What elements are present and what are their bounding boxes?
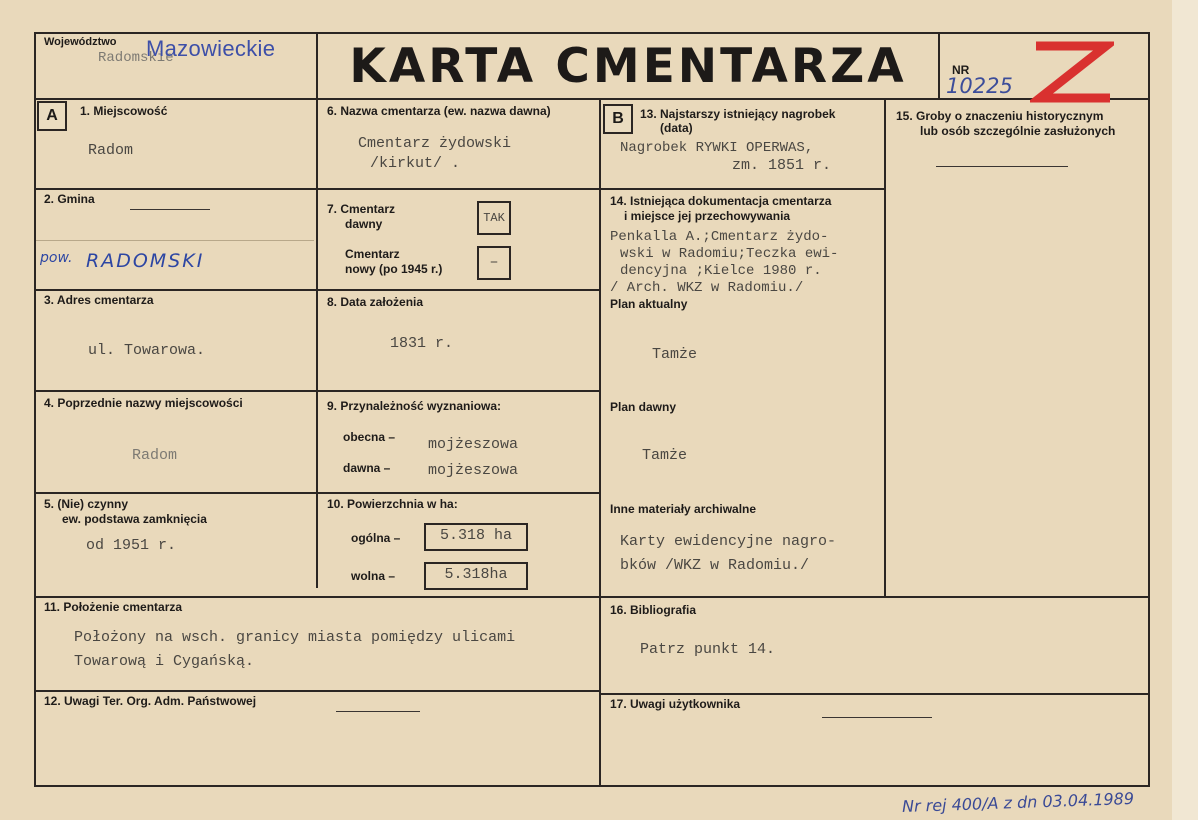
field-13-value-1: Nagrobek RYWKI OPERWAS,: [620, 140, 814, 156]
field-12-label: 12. Uwagi Ter. Org. Adm. Państwowej: [44, 694, 257, 708]
field-16-label: 16. Bibliografia: [610, 603, 697, 617]
field-9-dawna-label: dawna –: [343, 461, 391, 475]
frame-top: [34, 32, 1150, 34]
field-14-value-1: Penkalla A.;Cmentarz żydo-: [610, 229, 829, 245]
field-1-label: 1. Miejscowość: [80, 104, 168, 118]
field-15-label-1: 15. Groby o znaczeniu historycznym: [896, 109, 1104, 123]
field-2-label: 2. Gmina: [44, 192, 95, 206]
field-2-rule: [36, 240, 314, 241]
field-7-nowy-label-1: Cmentarz: [345, 247, 400, 261]
header-divider: [34, 98, 1150, 100]
field-10-ogolna-label: ogólna –: [351, 531, 401, 545]
field-8-value: 1831 r.: [390, 335, 454, 352]
plan-dawny-label: Plan dawny: [610, 400, 677, 414]
wojewodztwo-typed: Radomskie: [98, 50, 174, 66]
field-15-label-2: lub osób szczególnie zasłużonych: [920, 124, 1116, 138]
plan-aktualny-label: Plan aktualny: [610, 297, 688, 311]
row-line-5: [34, 596, 1150, 598]
field-17-blank-line: [822, 717, 932, 718]
field-4-label: 4. Poprzednie nazwy miejscowości: [44, 396, 243, 410]
field-7-dawny-box: TAK: [477, 201, 511, 235]
field-14-value-3: dencyjna ;Kielce 1980 r.: [620, 263, 822, 279]
field-3-label: 3. Adres cmentarza: [44, 293, 154, 307]
inne-materialy-label: Inne materiały archiwalne: [610, 502, 757, 516]
category-stamp: [1030, 36, 1114, 108]
field-7-label-2: dawny: [345, 217, 383, 231]
field-14-value-4: / Arch. WKZ w Radomiu./: [610, 280, 804, 296]
row-line-b2: [599, 693, 1150, 695]
row-line-b1: [599, 188, 886, 190]
row-line-4: [34, 492, 601, 494]
field-5-label-1: 5. (Nie) czynny: [44, 497, 129, 511]
field-17-label: 17. Uwagi użytkownika: [610, 697, 741, 711]
field-5-value: od 1951 r.: [86, 537, 177, 554]
field-3-value: ul. Towarowa.: [88, 342, 206, 359]
field-11-value-2: Towarową i Cygańską.: [74, 653, 255, 670]
field-16-value: Patrz punkt 14.: [640, 641, 776, 658]
nr-value: 10225: [946, 74, 1013, 98]
wojewodztwo-stamp: Mazowieckie: [146, 36, 276, 61]
field-12-blank-line: [336, 711, 420, 712]
field-7-nowy-label-2: nowy (po 1945 r.): [345, 262, 443, 276]
z-stamp-icon: [1030, 36, 1114, 108]
field-14-value-2: wski w Radomiu;Teczka ewi-: [620, 246, 839, 262]
plan-aktualny-value: Tamże: [652, 346, 698, 363]
field-9-obecna-value: mojżeszowa: [428, 436, 519, 453]
field-15-blank-line: [936, 166, 1068, 167]
field-11-value-1: Położony na wsch. granicy miasta pomiędzy ulicami: [74, 629, 516, 646]
field-7-nowy-box: –: [477, 246, 511, 280]
field-13-label-2: (data): [660, 121, 693, 135]
field-10-wolna-label: wolna –: [351, 569, 396, 583]
field-2-blank-line: [130, 209, 210, 210]
field-2-value: RADOMSKI: [86, 250, 205, 272]
paper-edge: [1172, 0, 1198, 820]
field-9-label: 9. Przynależność wyznaniowa:: [327, 399, 502, 413]
field-9-dawna-value: mojżeszowa: [428, 462, 519, 479]
field-11-label: 11. Położenie cmentarza: [44, 600, 183, 614]
field-6-label: 6. Nazwa cmentarza (ew. nazwa dawna): [327, 104, 551, 118]
field-10-ogolna-box: 5.318 ha: [424, 523, 528, 551]
row-line-2: [34, 289, 601, 291]
nr-divider: [938, 32, 940, 100]
frame-bottom: [34, 785, 1150, 787]
row-line-3: [34, 390, 601, 392]
field-6-value-2: /kirkut/ .: [370, 155, 461, 172]
field-8-label: 8. Data założenia: [327, 295, 424, 309]
field-2-prefix: pow.: [40, 250, 73, 266]
col-divider-2: [599, 98, 601, 787]
field-10-wolna-box: 5.318ha: [424, 562, 528, 590]
frame-left: [34, 32, 36, 787]
field-14-label-2: i miejsce jej przechowywania: [624, 209, 791, 223]
inne-materialy-value-2: bków /WKZ w Radomiu./: [620, 557, 810, 574]
col-divider-3: [884, 98, 886, 598]
field-14-label-1: 14. Istniejąca dokumentacja cmentarza: [610, 194, 832, 208]
nr-label: NR: [952, 63, 970, 77]
col-divider-1: [316, 32, 318, 588]
plan-dawny-value: Tamże: [642, 447, 688, 464]
field-1-value: Radom: [88, 142, 134, 159]
wojewodztwo-label: Województwo: [44, 36, 117, 48]
registry-note: Nr rej 400/A z dn 03.04.1989: [901, 788, 1135, 817]
field-6-value-1: Cmentarz żydowski: [358, 135, 512, 152]
row-line-1: [34, 188, 601, 190]
inne-materialy-value-1: Karty ewidencyjne nagro-: [620, 533, 837, 550]
frame-right: [1148, 32, 1150, 787]
page-title: KARTA CMENTARZA: [349, 39, 907, 94]
section-a-badge: A: [37, 101, 67, 131]
field-5-label-2: ew. podstawa zamknięcia: [62, 512, 207, 526]
field-9-obecna-label: obecna –: [343, 430, 396, 444]
field-7-label-1: 7. Cmentarz: [327, 202, 396, 216]
field-13-label-1: 13. Najstarszy istniejący nagrobek: [640, 107, 836, 121]
field-4-value: Radom: [132, 447, 178, 464]
row-line-6: [34, 690, 601, 692]
section-b-badge: B: [603, 104, 633, 134]
field-10-label: 10. Powierzchnia w ha:: [327, 497, 458, 511]
field-13-value-2: zm. 1851 r.: [732, 157, 832, 174]
